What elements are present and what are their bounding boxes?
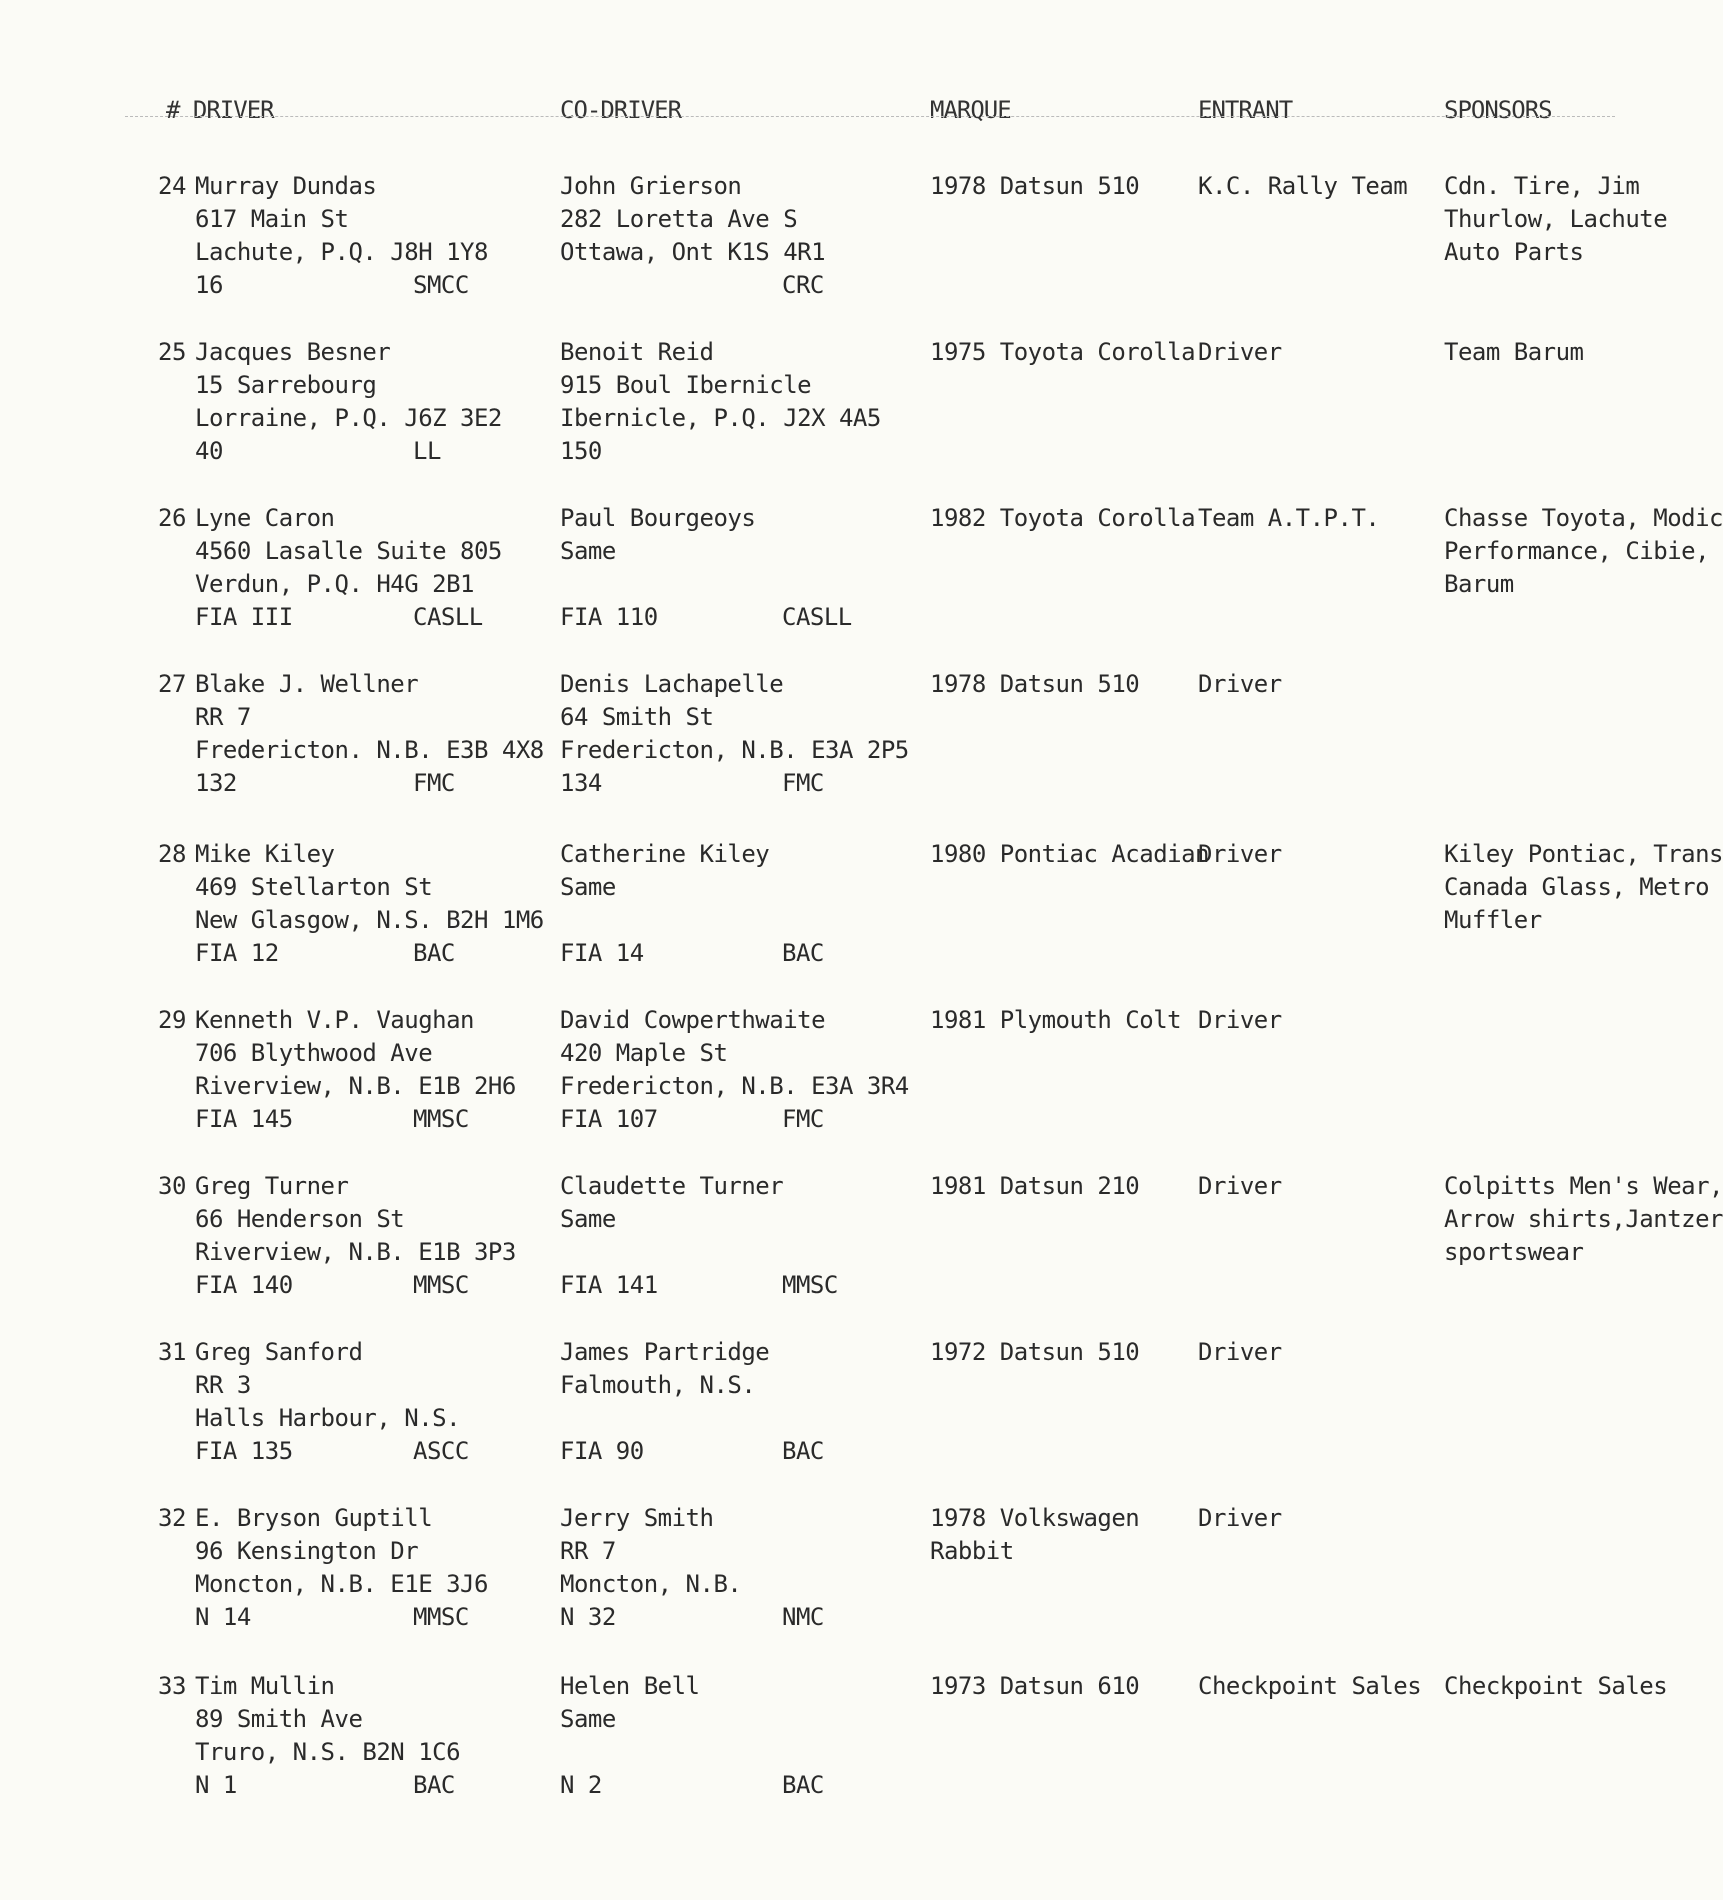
sponsor-line: Chasse Toyota, Modic [1444, 504, 1723, 532]
sponsor-line: Colpitts Men's Wear, [1444, 1172, 1723, 1200]
driver-club: ASCC [413, 1437, 469, 1465]
co-driver-club: NMC [782, 1603, 824, 1631]
driver-address-line-2: Riverview, N.B. E1B 3P3 [195, 1238, 516, 1266]
co-driver-license-row [560, 937, 824, 970]
driver-license-row [195, 269, 488, 302]
co-driver-name: Jerry Smith [560, 1504, 714, 1532]
header-entrant: ENTRANT [1198, 96, 1293, 124]
co-driver-license-row [560, 601, 852, 634]
co-driver-block [560, 336, 881, 468]
driver-block [195, 336, 502, 468]
driver-license: 16 [195, 271, 223, 299]
marque-line: 1982 Toyota Corolla [930, 504, 1196, 532]
sponsor-line: Thurlow, Lachute [1444, 205, 1668, 233]
driver-address-line-1: RR 3 [195, 1371, 251, 1399]
co-driver-address-line-1: 64 Smith St [560, 703, 714, 731]
driver-license: FIA 145 [195, 1105, 293, 1133]
entry-number: 26 [158, 504, 186, 532]
driver-address-line-1: 66 Henderson St [195, 1205, 405, 1233]
driver-address-line-1: 4560 Lasalle Suite 805 [195, 537, 502, 565]
entry-row [0, 336, 1692, 476]
co-driver-license-row [560, 1769, 824, 1802]
header-divider [125, 116, 1615, 117]
co-driver-address-line-2: Fredericton, N.B. E3A 3R4 [560, 1072, 909, 1100]
co-driver-address-line-2 [560, 568, 755, 601]
co-driver-name: Helen Bell [560, 1672, 700, 1700]
driver-license-row [195, 767, 544, 800]
driver-block [195, 1502, 488, 1634]
sponsors-block [1444, 838, 1723, 937]
sponsor-line: Kiley Pontiac, Trans [1444, 840, 1723, 868]
co-driver-address-line-2 [560, 904, 769, 937]
entry-row [0, 1336, 1692, 1476]
marque-line: 1980 Pontiac Acadian [930, 840, 1209, 868]
driver-license: 40 [195, 437, 223, 465]
co-driver-address-line-2 [560, 1236, 783, 1269]
sponsors-block [1444, 336, 1584, 369]
co-driver-address-line-1: Same [560, 873, 616, 901]
co-driver-license: N 2 [560, 1771, 602, 1799]
marque-block [930, 336, 1195, 369]
co-driver-name: Benoit Reid [560, 338, 714, 366]
sponsor-line: Performance, Cibie, [1444, 537, 1710, 565]
driver-address-line-1: 89 Smith Ave [195, 1705, 363, 1733]
driver-license-row [195, 1601, 488, 1634]
header-sponsors: SPONSORS [1444, 96, 1552, 124]
sponsor-line: Muffler [1444, 906, 1542, 934]
co-driver-name: Denis Lachapelle [560, 670, 784, 698]
driver-name: Lyne Caron [195, 504, 335, 532]
driver-name: Greg Sanford [195, 1338, 363, 1366]
co-driver-license: 150 [560, 437, 602, 465]
driver-address-line-2: Halls Harbour, N.S. [195, 1404, 461, 1432]
entry-number: 25 [158, 338, 186, 366]
marque-block [930, 1170, 1139, 1203]
driver-club: MMSC [413, 1271, 469, 1299]
entry-row [0, 838, 1723, 978]
marque-block [930, 170, 1139, 203]
co-driver-address-line-2: Fredericton, N.B. E3A 2P5 [560, 736, 909, 764]
co-driver-block [560, 838, 824, 970]
driver-name: Greg Turner [195, 1172, 349, 1200]
co-driver-address-line-2: Moncton, N.B. [560, 1570, 742, 1598]
entrant: Driver [1198, 1172, 1282, 1200]
sponsor-line: Cdn. Tire, Jim [1444, 172, 1640, 200]
co-driver-license: FIA 110 [560, 603, 658, 631]
co-driver-block [560, 668, 909, 800]
driver-club: LL [413, 437, 441, 465]
driver-address-line-2: Fredericton. N.B. E3B 4X8 [195, 736, 544, 764]
driver-address-line-1: 706 Blythwood Ave [195, 1039, 433, 1067]
driver-name: Murray Dundas [195, 172, 377, 200]
entry-number: 32 [158, 1504, 186, 1532]
driver-name: Blake J. Wellner [195, 670, 419, 698]
driver-club: MMSC [413, 1603, 469, 1631]
marque-line: 1981 Datsun 210 [930, 1172, 1140, 1200]
sponsors-block [1444, 502, 1723, 601]
driver-club: SMCC [413, 271, 469, 299]
co-driver-license-row [560, 1103, 909, 1136]
sponsor-line: sportswear [1444, 1238, 1584, 1266]
co-driver-license: N 32 [560, 1603, 616, 1631]
entrant: Checkpoint Sales [1198, 1672, 1422, 1700]
driver-club: CASLL [413, 603, 483, 631]
co-driver-club: CASLL [782, 603, 852, 631]
entry-row [0, 1170, 1723, 1310]
driver-address-line-2: New Glasgow, N.S. B2H 1M6 [195, 906, 544, 934]
driver-block [195, 668, 544, 800]
co-driver-block [560, 502, 852, 634]
marque-line: Rabbit [930, 1537, 1014, 1565]
header-co-driver: CO-DRIVER [560, 96, 682, 124]
driver-address-line-2: Truro, N.S. B2N 1C6 [195, 1738, 461, 1766]
driver-address-line-2: Lachute, P.Q. J8H 1Y8 [195, 238, 488, 266]
driver-address-line-2: Lorraine, P.Q. J6Z 3E2 [195, 404, 502, 432]
co-driver-club: BAC [782, 1771, 824, 1799]
co-driver-block [560, 1670, 824, 1802]
driver-address-line-2: Moncton, N.B. E1E 3J6 [195, 1570, 488, 1598]
co-driver-club: CRC [782, 271, 824, 299]
co-driver-club: MMSC [782, 1271, 838, 1299]
driver-club: MMSC [413, 1105, 469, 1133]
co-driver-address-line-1: Same [560, 1705, 616, 1733]
sponsors-block [1444, 170, 1667, 269]
driver-license-row [195, 435, 502, 468]
entry-number: 29 [158, 1006, 186, 1034]
co-driver-license-row [560, 1269, 838, 1302]
co-driver-name: James Partridge [560, 1338, 770, 1366]
entrant: Driver [1198, 1338, 1282, 1366]
co-driver-address-line-2 [560, 1736, 700, 1769]
driver-license: FIA 12 [195, 939, 279, 967]
driver-license: FIA III [195, 603, 293, 631]
column-header-row [0, 96, 1692, 132]
co-driver-license-row [560, 1435, 824, 1468]
co-driver-address-line-1: 282 Loretta Ave S [560, 205, 798, 233]
entry-row [0, 668, 1692, 808]
entry-row [0, 1670, 1692, 1810]
co-driver-club: BAC [782, 1437, 824, 1465]
entrant: Driver [1198, 840, 1282, 868]
driver-block [195, 1670, 460, 1802]
entry-number: 31 [158, 1338, 186, 1366]
driver-address-line-1: 15 Sarrebourg [195, 371, 377, 399]
driver-block [195, 1336, 469, 1468]
co-driver-license-row [560, 1601, 824, 1634]
driver-license-row [195, 937, 544, 970]
co-driver-club: FMC [782, 1105, 824, 1133]
co-driver-club: BAC [782, 939, 824, 967]
sponsor-line: Checkpoint Sales [1444, 1672, 1668, 1700]
entry-number: 28 [158, 840, 186, 868]
entry-row [0, 1004, 1692, 1144]
sponsor-line: Arrow shirts,Jantzer [1444, 1205, 1723, 1233]
marque-block [930, 1502, 1139, 1568]
marque-line: 1981 Plymouth Colt [930, 1006, 1182, 1034]
co-driver-name: David Cowperthwaite [560, 1006, 826, 1034]
co-driver-license-row [560, 767, 909, 800]
marque-line: 1973 Datsun 610 [930, 1672, 1140, 1700]
entrant: Driver [1198, 670, 1282, 698]
co-driver-address-line-2: Ibernicle, P.Q. J2X 4A5 [560, 404, 881, 432]
driver-license-row [195, 1269, 516, 1302]
marque-line: 1978 Datsun 510 [930, 670, 1140, 698]
entry-number: 30 [158, 1172, 186, 1200]
sponsor-line: Canada Glass, Metro [1444, 873, 1710, 901]
co-driver-address-line-2 [560, 1402, 769, 1435]
co-driver-address-line-2: Ottawa, Ont K1S 4R1 [560, 238, 826, 266]
marque-line: 1978 Volkswagen [930, 1504, 1140, 1532]
co-driver-license: FIA 14 [560, 939, 644, 967]
marque-line: 1975 Toyota Corolla [930, 338, 1196, 366]
driver-name: Mike Kiley [195, 840, 335, 868]
entrant: Team A.T.P.T. [1198, 504, 1380, 532]
marque-block [930, 838, 1209, 871]
co-driver-address-line-1: 420 Maple St [560, 1039, 728, 1067]
entrant: Driver [1198, 1006, 1282, 1034]
driver-name: Tim Mullin [195, 1672, 335, 1700]
driver-license: FIA 140 [195, 1271, 293, 1299]
co-driver-name: Claudette Turner [560, 1172, 784, 1200]
driver-license: N 14 [195, 1603, 251, 1631]
driver-name: Jacques Besner [195, 338, 391, 366]
sponsor-line: Auto Parts [1444, 238, 1584, 266]
driver-address-line-1: 617 Main St [195, 205, 349, 233]
co-driver-block [560, 170, 825, 302]
driver-name: E. Bryson Guptill [195, 1504, 433, 1532]
entry-row [0, 170, 1692, 310]
header-driver: # DRIVER [166, 96, 274, 124]
marque-line: 1972 Datsun 510 [930, 1338, 1140, 1366]
driver-name: Kenneth V.P. Vaughan [195, 1006, 474, 1034]
driver-license: N 1 [195, 1771, 237, 1799]
co-driver-club: FMC [782, 769, 824, 797]
co-driver-block [560, 1502, 824, 1634]
co-driver-address-line-1: RR 7 [560, 1537, 616, 1565]
driver-club: BAC [413, 939, 455, 967]
co-driver-address-line-1: 915 Boul Ibernicle [560, 371, 812, 399]
driver-address-line-1: 469 Stellarton St [195, 873, 433, 901]
driver-address-line-1: 96 Kensington Dr [195, 1537, 419, 1565]
co-driver-address-line-1: Same [560, 1205, 616, 1233]
entry-row [0, 1502, 1692, 1642]
marque-block [930, 1336, 1139, 1369]
co-driver-license-row [560, 269, 825, 302]
co-driver-block [560, 1336, 824, 1468]
driver-club: FMC [413, 769, 455, 797]
driver-block [195, 170, 488, 302]
driver-address-line-2: Riverview, N.B. E1B 2H6 [195, 1072, 516, 1100]
marque-block [930, 1004, 1181, 1037]
driver-address-line-1: RR 7 [195, 703, 251, 731]
driver-block [195, 838, 544, 970]
driver-address-line-2: Verdun, P.Q. H4G 2B1 [195, 570, 474, 598]
marque-block [930, 668, 1139, 701]
entry-number: 24 [158, 172, 186, 200]
co-driver-block [560, 1170, 838, 1302]
driver-license-row [195, 1769, 460, 1802]
sponsor-line: Team Barum [1444, 338, 1584, 366]
driver-license: FIA 135 [195, 1437, 293, 1465]
marque-block [930, 502, 1195, 535]
entry-number: 33 [158, 1672, 186, 1700]
sponsors-block [1444, 1670, 1667, 1703]
driver-license-row [195, 601, 502, 634]
sponsor-line: Barum [1444, 570, 1514, 598]
co-driver-name: Paul Bourgeoys [560, 504, 756, 532]
marque-line: 1978 Datsun 510 [930, 172, 1140, 200]
co-driver-address-line-1: Same [560, 537, 616, 565]
co-driver-license: 134 [560, 769, 602, 797]
co-driver-address-line-1: Falmouth, N.S. [560, 1371, 756, 1399]
entrant: K.C. Rally Team [1198, 172, 1408, 200]
co-driver-license-row [560, 435, 881, 468]
marque-block [930, 1670, 1139, 1703]
co-driver-name: Catherine Kiley [560, 840, 770, 868]
entrant: Driver [1198, 1504, 1282, 1532]
sponsors-block [1444, 1170, 1723, 1269]
co-driver-license: FIA 141 [560, 1271, 658, 1299]
co-driver-license: FIA 107 [560, 1105, 658, 1133]
driver-block [195, 1004, 516, 1136]
header-marque: MARQUE [930, 96, 1011, 124]
entry-number: 27 [158, 670, 186, 698]
driver-block [195, 502, 502, 634]
driver-license: 132 [195, 769, 237, 797]
co-driver-name: John Grierson [560, 172, 742, 200]
driver-block [195, 1170, 516, 1302]
entry-row [0, 502, 1723, 642]
driver-license-row [195, 1435, 469, 1468]
driver-club: BAC [413, 1771, 455, 1799]
co-driver-license: FIA 90 [560, 1437, 644, 1465]
co-driver-block [560, 1004, 909, 1136]
driver-license-row [195, 1103, 516, 1136]
entrant: Driver [1198, 338, 1282, 366]
